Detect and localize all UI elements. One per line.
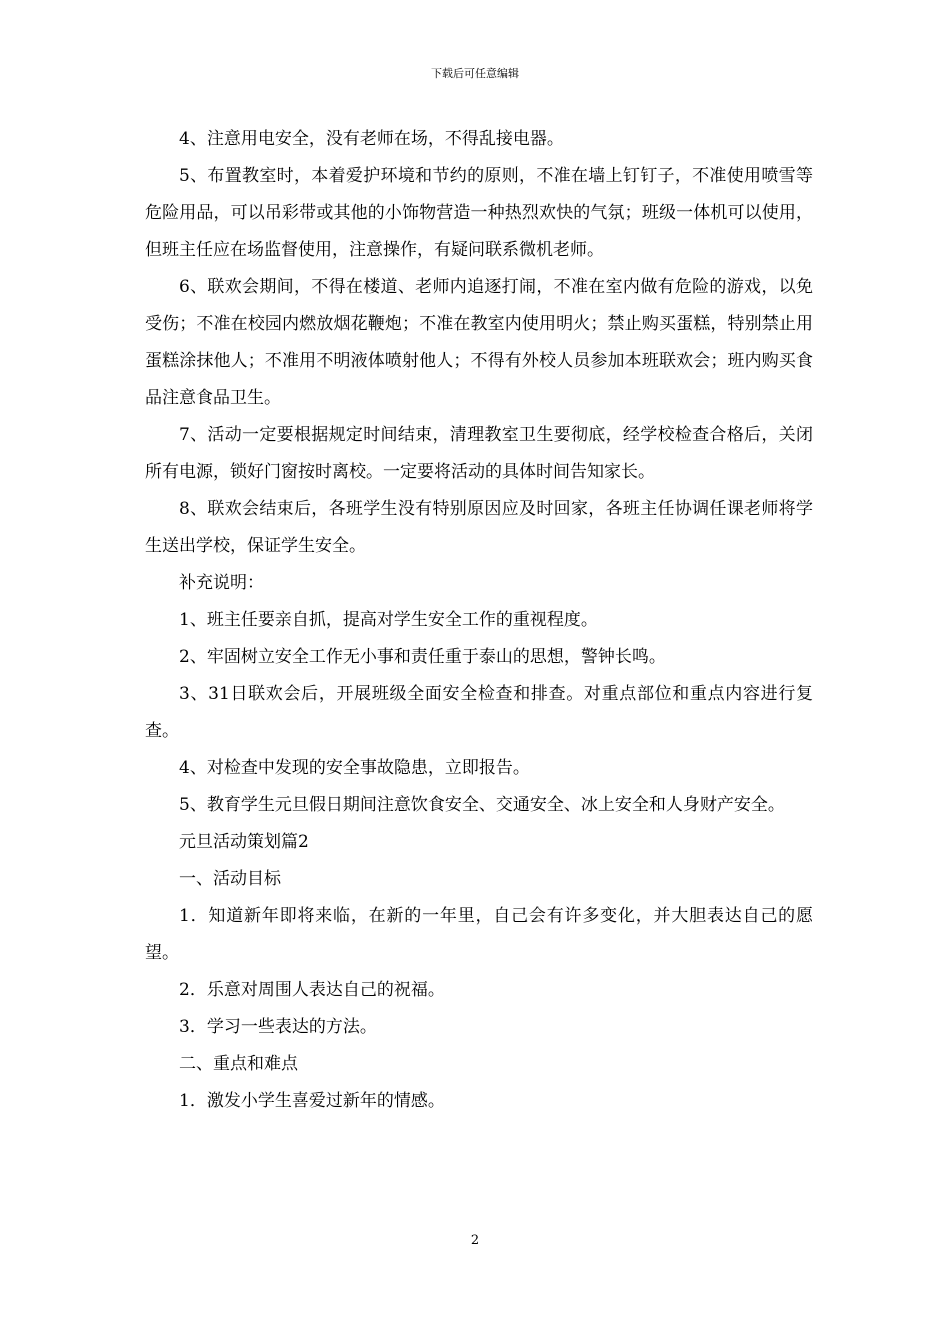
paragraph: 5、布置教室时，本着爱护环境和节约的原则，不准在墙上钉钉子，不准使用喷雪等危险用品，可以吊彩带或其他的小饰物营造一种热烈欢快的气氛；班级一体机可以使用，但班主任应在场监督使用，注意操作，有疑问联系微机老师。 [145, 166, 813, 260]
paragraph: 3．学习一些表达的方法。 [179, 1017, 377, 1037]
paragraph: 2．乐意对周围人表达自己的祝福。 [179, 980, 445, 1000]
page-number: 2 [470, 1233, 480, 1248]
section-heading: 二、重点和难点 [179, 1054, 298, 1074]
page-header: 下载后可任意编辑 [431, 67, 519, 80]
paragraph: 5、教育学生元旦假日期间注意饮食安全、交通安全、冰上安全和人身财产安全。 [179, 795, 785, 815]
section-heading: 一、活动目标 [179, 869, 281, 889]
paragraph: 1、班主任要亲自抓，提高对学生安全工作的重视程度。 [179, 610, 598, 630]
paragraph: 4、注意用电安全，没有老师在场，不得乱接电器。 [179, 129, 564, 149]
section-label: 补充说明： [179, 573, 264, 593]
paragraph: 6、联欢会期间，不得在楼道、老师内追逐打闹，不准在室内做有危险的游戏，以免受伤；不准在校园内燃放烟花鞭炮；不准在教室内使用明火；禁止购买蛋糕，特别禁止用蛋糕涂抹他人；不准用不明液体喷射他人；不得有外校人员参加本班联欢会；班内购买食品注意食品卫生。 [145, 277, 813, 408]
paragraph: 3、31日联欢会后，开展班级全面安全检查和排查。对重点部位和重点内容进行复查。 [145, 684, 813, 741]
paragraph: 1．知道新年即将来临，在新的一年里，自己会有许多变化，并大胆表达自己的愿望。 [145, 906, 813, 963]
paragraph: 8、联欢会结束后，各班学生没有特别原因应及时回家，各班主任协调任课老师将学生送出学校，保证学生安全。 [145, 499, 813, 556]
paragraph: 2、牢固树立安全工作无小事和责任重于泰山的思想，警钟长鸣。 [179, 647, 666, 667]
paragraph: 7、活动一定要根据规定时间结束，清理教室卫生要彻底，经学校检查合格后，关闭所有电源，锁好门窗按时离校。一定要将活动的具体时间告知家长。 [145, 425, 813, 482]
section-title: 元旦活动策划篇2 [179, 832, 309, 852]
paragraph: 4、对检查中发现的安全事故隐患，立即报告。 [179, 758, 530, 778]
document-body [145, 121, 813, 1120]
paragraph: 1．激发小学生喜爱过新年的情感。 [179, 1091, 445, 1111]
